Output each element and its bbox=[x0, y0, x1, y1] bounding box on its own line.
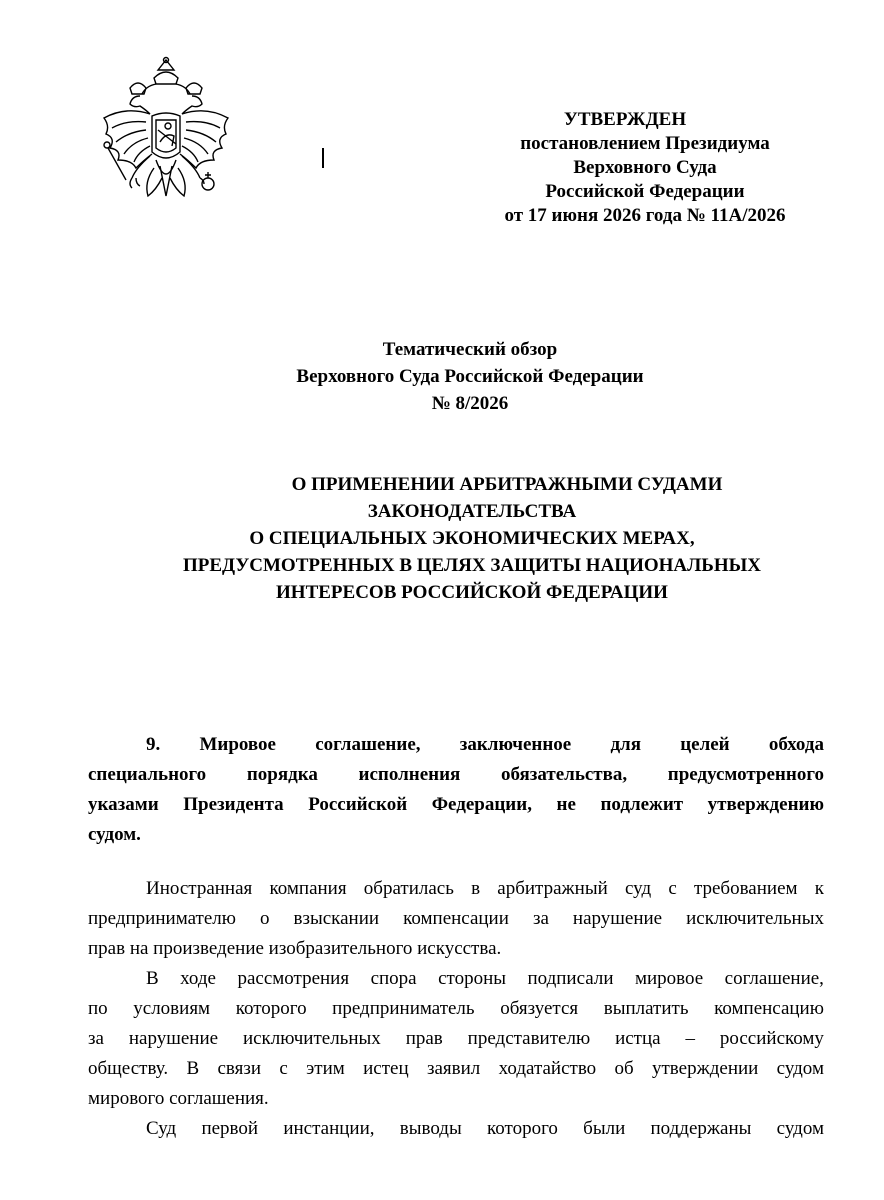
word: Президента bbox=[183, 794, 284, 815]
word: с bbox=[668, 878, 677, 899]
word: исключительных bbox=[686, 908, 824, 929]
word: истца bbox=[615, 1028, 661, 1049]
word: первой bbox=[201, 1118, 259, 1139]
word: взыскании bbox=[293, 908, 380, 929]
word: по bbox=[88, 998, 108, 1019]
word: обязуется bbox=[500, 998, 579, 1019]
approval-line-federation: Российской Федерации bbox=[545, 181, 745, 202]
word: Мировое bbox=[199, 734, 276, 755]
review-number: № 8/2026 bbox=[431, 393, 509, 414]
coat-of-arms-emblem bbox=[96, 56, 236, 214]
word: обществу. bbox=[88, 1058, 169, 1079]
subject-line-1: О ПРИМЕНЕНИИ АРБИТРАЖНЫМИ СУДАМИ bbox=[291, 474, 723, 495]
text-line bbox=[88, 1024, 824, 1054]
word: стороны bbox=[438, 968, 506, 989]
word: которого bbox=[487, 1118, 558, 1139]
word: подписали bbox=[527, 968, 614, 989]
review-title-line-2: Верховного Суда Российской Федерации bbox=[296, 366, 644, 387]
approval-line-presidium: постановлением Президиума bbox=[520, 133, 770, 154]
word: предпринимателю bbox=[88, 908, 236, 929]
word: выплатить bbox=[603, 998, 689, 1019]
word: утверждении bbox=[652, 1058, 759, 1079]
word: исключительных bbox=[242, 1028, 381, 1049]
section-9-heading bbox=[88, 730, 824, 850]
text-cursor bbox=[322, 148, 324, 168]
review-title-line-1: Тематический обзор bbox=[382, 339, 558, 360]
word: судом. bbox=[88, 824, 141, 845]
text-line bbox=[88, 1054, 824, 1084]
word: истец bbox=[363, 1058, 409, 1079]
approval-title: УТВЕРЖДЕН bbox=[563, 109, 687, 130]
word: обратилась bbox=[363, 878, 454, 899]
word: компенсацию bbox=[714, 998, 824, 1019]
word: указами bbox=[88, 794, 159, 815]
word: В bbox=[186, 1058, 200, 1079]
word: выводы bbox=[399, 1118, 462, 1139]
document-body bbox=[88, 730, 824, 1144]
word: соглашение, bbox=[724, 968, 824, 989]
paragraph-3 bbox=[88, 1114, 824, 1144]
word: требованием bbox=[693, 878, 798, 899]
word: спора bbox=[370, 968, 417, 989]
word: за bbox=[88, 1028, 104, 1049]
heading-line bbox=[88, 760, 824, 790]
word: арбитражный bbox=[497, 878, 608, 899]
approval-line-court: Верховного Суда bbox=[573, 157, 717, 178]
word: исполнения bbox=[358, 764, 461, 785]
word: порядка bbox=[246, 764, 318, 785]
word: компания bbox=[269, 878, 347, 899]
word: Федерации, bbox=[431, 794, 532, 815]
word: компенсации bbox=[403, 908, 509, 929]
word: ходатайство bbox=[498, 1058, 597, 1079]
word: за bbox=[532, 908, 549, 929]
word: прав на произведение изобразительного искусства. bbox=[88, 938, 502, 959]
text-line bbox=[88, 874, 824, 904]
word: к bbox=[814, 878, 824, 899]
word: поддержаны bbox=[650, 1118, 752, 1139]
heading-line bbox=[88, 820, 824, 850]
approval-stamp-block bbox=[470, 108, 820, 228]
subject-line-2: ЗАКОНОДАТЕЛЬСТВА bbox=[367, 501, 577, 522]
text-line bbox=[88, 964, 824, 994]
word: нарушение bbox=[572, 908, 663, 929]
word: условиям bbox=[133, 998, 211, 1019]
word: прав bbox=[405, 1028, 443, 1049]
subject-line-3: О СПЕЦИАЛЬНЫХ ЭКОНОМИЧЕСКИХ МЕРАХ, bbox=[249, 528, 695, 549]
word: соглашение, bbox=[315, 734, 421, 755]
text-line bbox=[88, 934, 824, 964]
word: об bbox=[614, 1058, 634, 1079]
word: судом bbox=[776, 1058, 824, 1079]
word: целей bbox=[680, 734, 730, 755]
word: предприниматель bbox=[332, 998, 475, 1019]
heading-line bbox=[88, 730, 824, 760]
word: специального bbox=[88, 764, 207, 785]
word: – bbox=[685, 1028, 695, 1049]
word: подлежит bbox=[600, 794, 684, 815]
word: утверждению bbox=[707, 794, 824, 815]
word: нарушение bbox=[128, 1028, 219, 1049]
word: 9. bbox=[146, 734, 161, 755]
paragraph-1 bbox=[88, 874, 824, 964]
word: инстанции, bbox=[283, 1118, 375, 1139]
word: заявил bbox=[426, 1058, 481, 1079]
paragraph-2 bbox=[88, 964, 824, 1114]
word: Суд bbox=[146, 1118, 177, 1139]
text-line bbox=[88, 994, 824, 1024]
heading-line bbox=[88, 790, 824, 820]
text-line bbox=[88, 1114, 824, 1144]
word: о bbox=[259, 908, 270, 929]
word: российскому bbox=[719, 1028, 824, 1049]
word: мировое bbox=[634, 968, 704, 989]
approval-line-date: от 17 июня 2026 года № 11А/2026 bbox=[504, 205, 786, 226]
word: для bbox=[610, 734, 641, 755]
review-title-block bbox=[0, 336, 884, 417]
word: в bbox=[471, 878, 481, 899]
word: этим bbox=[306, 1058, 345, 1079]
subject-line-4: ПРЕДУСМОТРЕННЫХ В ЦЕЛЯХ ЗАЩИТЫ НАЦИОНАЛЬНЫХ bbox=[182, 555, 762, 576]
text-line bbox=[88, 1084, 824, 1114]
document-subject-heading bbox=[100, 471, 844, 606]
word: связи bbox=[217, 1058, 262, 1079]
word: судом bbox=[776, 1118, 824, 1139]
word: мирового соглашения. bbox=[88, 1088, 269, 1109]
word: В bbox=[146, 968, 159, 989]
paragraph-gap bbox=[88, 850, 824, 874]
word: рассмотрения bbox=[237, 968, 350, 989]
word: Российской bbox=[308, 794, 408, 815]
word: ходе bbox=[180, 968, 216, 989]
word: представителю bbox=[467, 1028, 591, 1049]
text-line bbox=[88, 904, 824, 934]
word: заключенное bbox=[459, 734, 572, 755]
word: с bbox=[279, 1058, 288, 1079]
word: которого bbox=[235, 998, 307, 1019]
word: суд bbox=[624, 878, 652, 899]
word: обязательства, bbox=[500, 764, 628, 785]
subject-line-5: ИНТЕРЕСОВ РОССИЙСКОЙ ФЕДЕРАЦИИ bbox=[276, 582, 668, 603]
word: Иностранная bbox=[146, 878, 253, 899]
word: обхода bbox=[768, 734, 824, 755]
word: не bbox=[556, 794, 576, 815]
word: предусмотренного bbox=[667, 764, 824, 785]
word: были bbox=[583, 1118, 626, 1139]
